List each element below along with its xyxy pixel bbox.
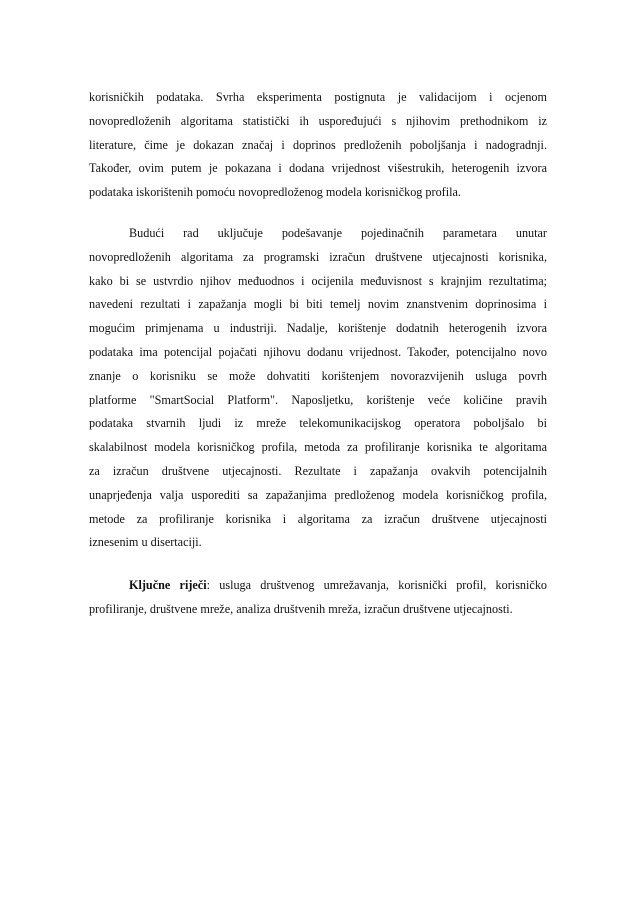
- paragraph-line: iznesenim u disertaciji.: [89, 535, 202, 550]
- paragraph-line: znanje o korisniku se može dohvatiti korištenjem novorazvijenih usluga povrh: [89, 368, 547, 383]
- paragraph-line: kako bi se ustvrdio njihov međuodnos i ocijenila međuvisnost s krajnjim rezultatima;: [89, 273, 547, 288]
- paragraph-line: platforme "SmartSocial Platform". Naposljetku, korištenje veće količine pravih: [89, 392, 547, 407]
- paragraph-line: Također, ovim putem je pokazana i dodana vrijednost višestrukih, heterogenih izvora: [89, 161, 547, 176]
- keywords-list-continued: profiliranje, društvene mreže, analiza društvenih mreža, izračun društvene utjecajnosti.: [89, 601, 513, 616]
- paragraph-line: navedeni rezultati i zapažanja mogli bi biti temelj novim znanstvenim doprinosima i: [89, 297, 547, 312]
- keywords-list-start: : usluga društvenog umrežavanja, korisnički profil, korisničko: [206, 578, 547, 592]
- paragraph-line: za izračun društvene utjecajnosti. Rezultate i zapažanja ovakvih potencijalnih: [89, 463, 547, 478]
- paragraph-first-line: [89, 222, 547, 246]
- paragraph-line: mogućim primjenama u industriji. Nadalje, korištenje dodatnih heterogenih izvora: [89, 321, 547, 336]
- keywords-paragraph: [89, 574, 547, 622]
- paragraph-line: skalabilnost modela korisničkog profila, metoda za profiliranje korisnika te algoritama: [89, 440, 547, 455]
- paragraph-line-text: Budući rad uključuje podešavanje pojedinačnih parametara unutar: [129, 226, 547, 240]
- paragraph-line: metode za profiliranje korisnika i algoritama za izračun društvene utjecajnosti: [89, 511, 547, 526]
- paragraph-line: podataka iskorištenih pomoću novopredloženog modela korisničkog profila.: [89, 185, 461, 200]
- paragraph-line: podataka ima potencijal pojačati njihovu dodanu vrijednost. Također, potencijalno novo: [89, 344, 547, 359]
- paragraph-line: podataka stvarnih ljudi iz mreže telekomunikacijskog operatora poboljšalo bi: [89, 416, 547, 431]
- paragraph-line: unaprjeđenja valja usporediti sa zapažanjima predloženog modela korisničkog profila,: [89, 487, 547, 502]
- paragraph-line: novopredloženih algoritama za programski izračun društvene utjecajnosti korisnika,: [89, 249, 547, 264]
- keywords-first-line: [89, 574, 547, 598]
- paragraph-line: novopredloženih algoritama statistički ih uspoređujući s njihovim prethodnikom iz: [89, 113, 547, 128]
- paragraph-line: korisničkih podataka. Svrha eksperimenta postignuta je validacijom i ocjenom: [89, 90, 547, 104]
- paragraph-line: literature, čime je dokazan značaj i doprinos predloženih poboljšanja i nadogradnji.: [89, 137, 547, 152]
- paragraph-2: [89, 222, 547, 555]
- keywords-label: Ključne riječi: [129, 578, 207, 592]
- paragraph-1: [89, 86, 547, 205]
